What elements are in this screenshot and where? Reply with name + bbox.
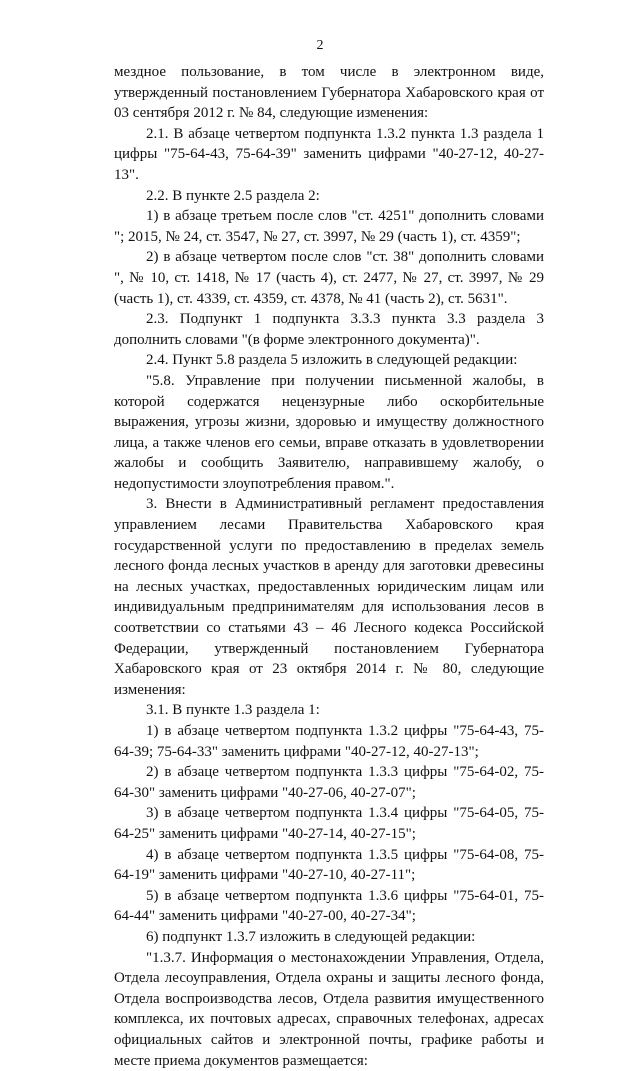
paragraph: 3) в абзаце четвертом подпункта 1.3.4 цифры "75-64-05, 75-64-25" заменить цифрами "40-27-14, 40-27-15";: [114, 805, 544, 842]
paragraph: "5.8. Управление при получении письменной жалобы, в которой содержатся нецензурные либо оскорбительные выражения, угрозы жизни, здоровью и имуществу должностного лица, а также членов его семьи, вправе отказать в удовлетворении жалобы и сообщить Заявителю, направившему жалобу, о недопустимости злоупотребления правом.".: [114, 372, 544, 492]
paragraph: 2.3. Подпункт 1 подпункта 3.3.3 пункта 3.3 раздела 3 дополнить словами "(в форме электронного документа)".: [114, 311, 544, 348]
paragraph: 2) в абзаце четвертом подпункта 1.3.3 цифры "75-64-02, 75-64-30" заменить цифрами "40-27-06, 40-27-07";: [114, 764, 544, 801]
page-number: 2: [316, 38, 324, 53]
paragraph: "1.3.7. Информация о местонахождении Управления, Отдела, Отдела лесоуправления, Отдела охраны и защиты лесного фонда, Отдела воспроизводства лесов, Отдела развития имущественного комплекса, их почтовых адресах, справочных телефонах, адресах официальных сайтов и электронной почты, графике работы и месте приема документов размещается:: [114, 949, 544, 1069]
document-body: [114, 62, 544, 1071]
paragraph: 2) в абзаце четвертом после слов "ст. 38" дополнить словами ", № 10, ст. 1418, № 17 (часть 4), ст. 2477, № 27, ст. 3997, № 29 (часть 1), ст. 4339, ст. 4359, ст. 4378, № 41 (часть 2), ст. 5631".: [114, 249, 544, 307]
paragraph: 1) в абзаце третьем после слов "ст. 4251" дополнить словами "; 2015, № 24, ст. 3547, № 27, ст. 3997, № 29 (часть 1), ст. 4359";: [114, 208, 544, 245]
paragraph: 6) подпункт 1.3.7 изложить в следующей редакции:: [146, 928, 476, 945]
paragraph: 2.1. В абзаце четвертом подпункта 1.3.2 пункта 1.3 раздела 1 цифры "75-64-43, 75-64-39" заменить цифрами "40-27-12, 40-27-13".: [114, 125, 544, 183]
paragraph: 3.1. В пункте 1.3 раздела 1:: [146, 702, 320, 719]
paragraph: 2.4. Пункт 5.8 раздела 5 изложить в следующей редакции:: [146, 352, 518, 369]
paragraph: 4) в абзаце четвертом подпункта 1.3.5 цифры "75-64-08, 75-64-19" заменить цифрами "40-27-10, 40-27-11";: [114, 846, 544, 884]
paragraph: 2.2. В пункте 2.5 раздела 2:: [146, 187, 320, 204]
paragraph: мездное пользование, в том числе в электронном виде, утвержденный постановлением Губернатора Хабаровского края от 03 сентября 2012 г. № 84, следующие изменения:: [114, 64, 544, 122]
paragraph: 5) в абзаце четвертом подпункта 1.3.6 цифры "75-64-01, 75-64-44" заменить цифрами "40-27-00, 40-27-34";: [114, 887, 544, 925]
paragraph: 1) в абзаце четвертом подпункта 1.3.2 цифры "75-64-43, 75-64-39; 75-64-33" заменить цифрами "40-27-12, 40-27-13";: [114, 723, 544, 760]
paragraph: 3. Внести в Административный регламент предоставления управлением лесами Правительства Хабаровского края государственной услуги по предоставлению в пределах земель лесного фонда лесных участков в аренду для заготовки древесины на лесных участках, предоставленных юридическим лицам или индивидуальным предпринимателям для использования лесов в соответствии со статьями 43 – 46 Лесного кодекса Российской Федерации, утвержденный постановлением Губернатора Хабаровского края от 23 октября 2014 г. № 80, следующие изменения:: [114, 496, 544, 698]
